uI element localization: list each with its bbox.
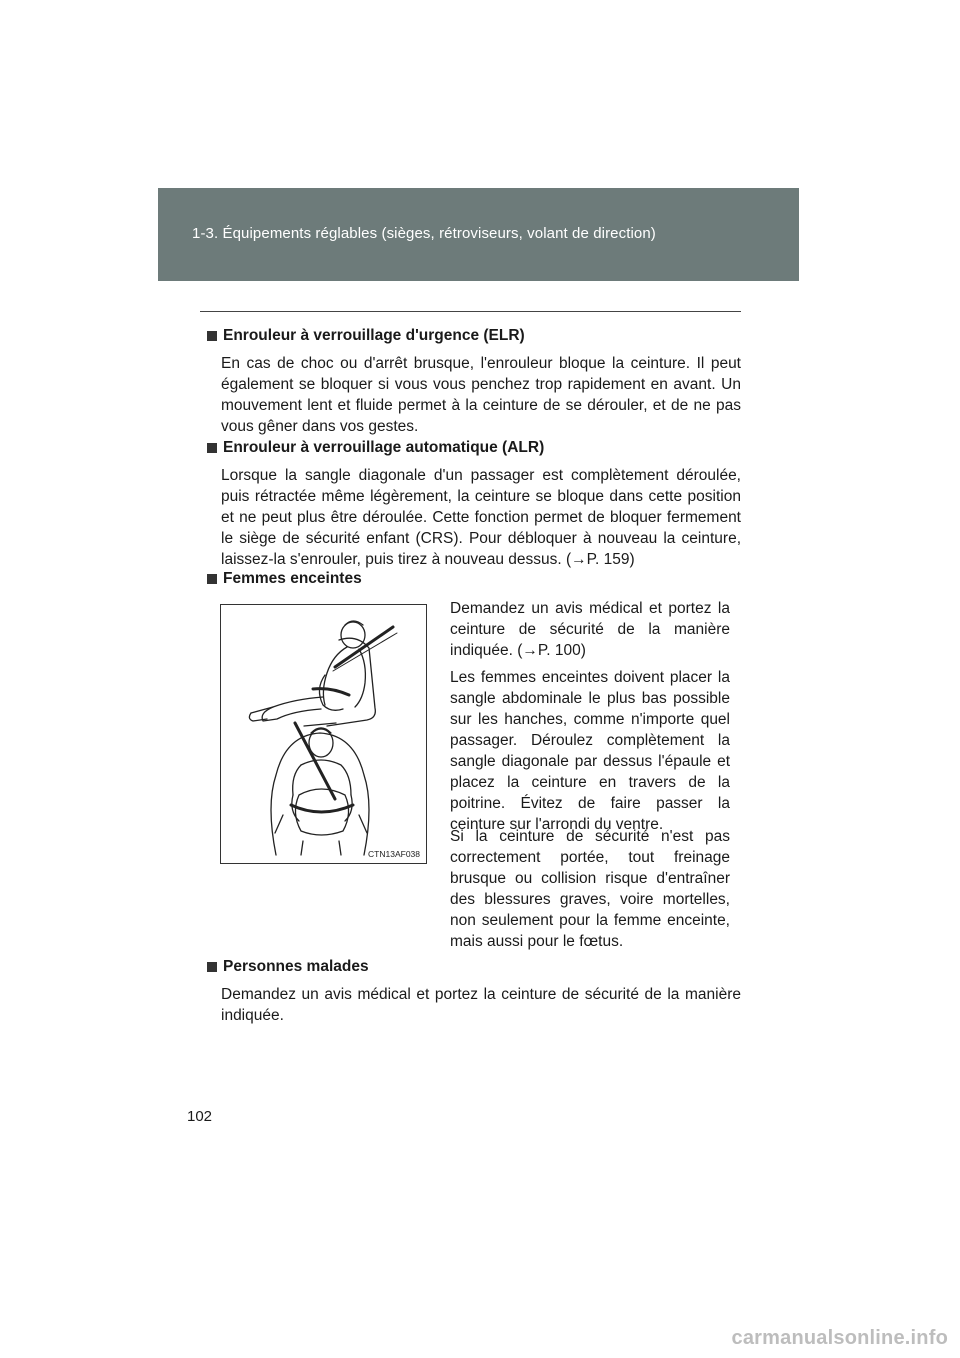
square-bullet-icon xyxy=(207,962,217,972)
pregnant-text-3: Si la ceinture de sécurité n'est pas correctement portée, tout freinage brusque ou collision risque d'entraîner des blessures graves, voire mortelles, non seulement pour la femme enceinte, mais aussi pour le fœtus. xyxy=(450,828,730,950)
section-heading-ill xyxy=(207,958,369,976)
section-text-ill: Demandez un avis médical et portez la ceinture de sécurité de la manière indiquée. xyxy=(221,986,741,1024)
pregnant-seatbelt-illustration xyxy=(220,604,427,864)
section-heading-elr xyxy=(207,327,525,345)
page-number: 102 xyxy=(187,1108,213,1125)
square-bullet-icon xyxy=(207,574,217,584)
pregnant-text-2: Les femmes enceintes doivent placer la sangle abdominale le plus bas possible sur les hanches, comme n'importe quel passager. Déroulez complètement la sangle diagonale par dessus l'épaule et placez la ceinture en travers de la poitrine. Évitez de faire passer la ceinture sur l'arrondi du ventre. xyxy=(450,669,730,833)
header-rule xyxy=(200,311,741,312)
section-text-alr: Lorsque la sangle diagonale d'un passager est complètement déroulée, puis rétractée même légèrement, la ceinture se bloque dans cette position et ne peut plus être déroulée. Cette fonction permet de bloquer fermement le siège de sécurité enfant (CRS). Pour débloquer à nouveau la ceinture, laissez-la s'enrouler, puis tirez à nouveau dessus. (→P. 159) xyxy=(221,467,741,568)
section-title-alr: Enrouleur à verrouillage automatique (ALR) xyxy=(223,439,545,456)
figure-code: CTN13AF038 xyxy=(368,849,420,859)
section-heading-alr xyxy=(207,439,544,457)
header-band xyxy=(158,188,799,281)
section-text-elr: En cas de choc ou d'arrêt brusque, l'enrouleur bloque la ceinture. Il peut également se bloquer si vous vous penchez trop rapidement en avant. Un mouvement lent et fluide permet à la ceinture de se dérouler, et de ne pas vous gêner dans vos gestes. xyxy=(221,355,741,435)
illustration-drawing xyxy=(221,605,426,863)
watermark: carmanualsonline.info xyxy=(731,1327,948,1349)
pregnant-text-1: Demandez un avis médical et portez la ceinture de sécurité de la manière indiquée. (→P. 100) xyxy=(450,600,730,659)
section-title-ill: Personnes malades xyxy=(223,958,369,975)
chapter-title: 1-3. Équipements réglables (sièges, rétroviseurs, volant de direction) xyxy=(192,225,656,242)
section-title-elr: Enrouleur à verrouillage d'urgence (ELR) xyxy=(223,327,525,344)
square-bullet-icon xyxy=(207,443,217,453)
section-heading-pregnant xyxy=(207,570,362,588)
section-title-pregnant: Femmes enceintes xyxy=(223,570,362,587)
square-bullet-icon xyxy=(207,331,217,341)
